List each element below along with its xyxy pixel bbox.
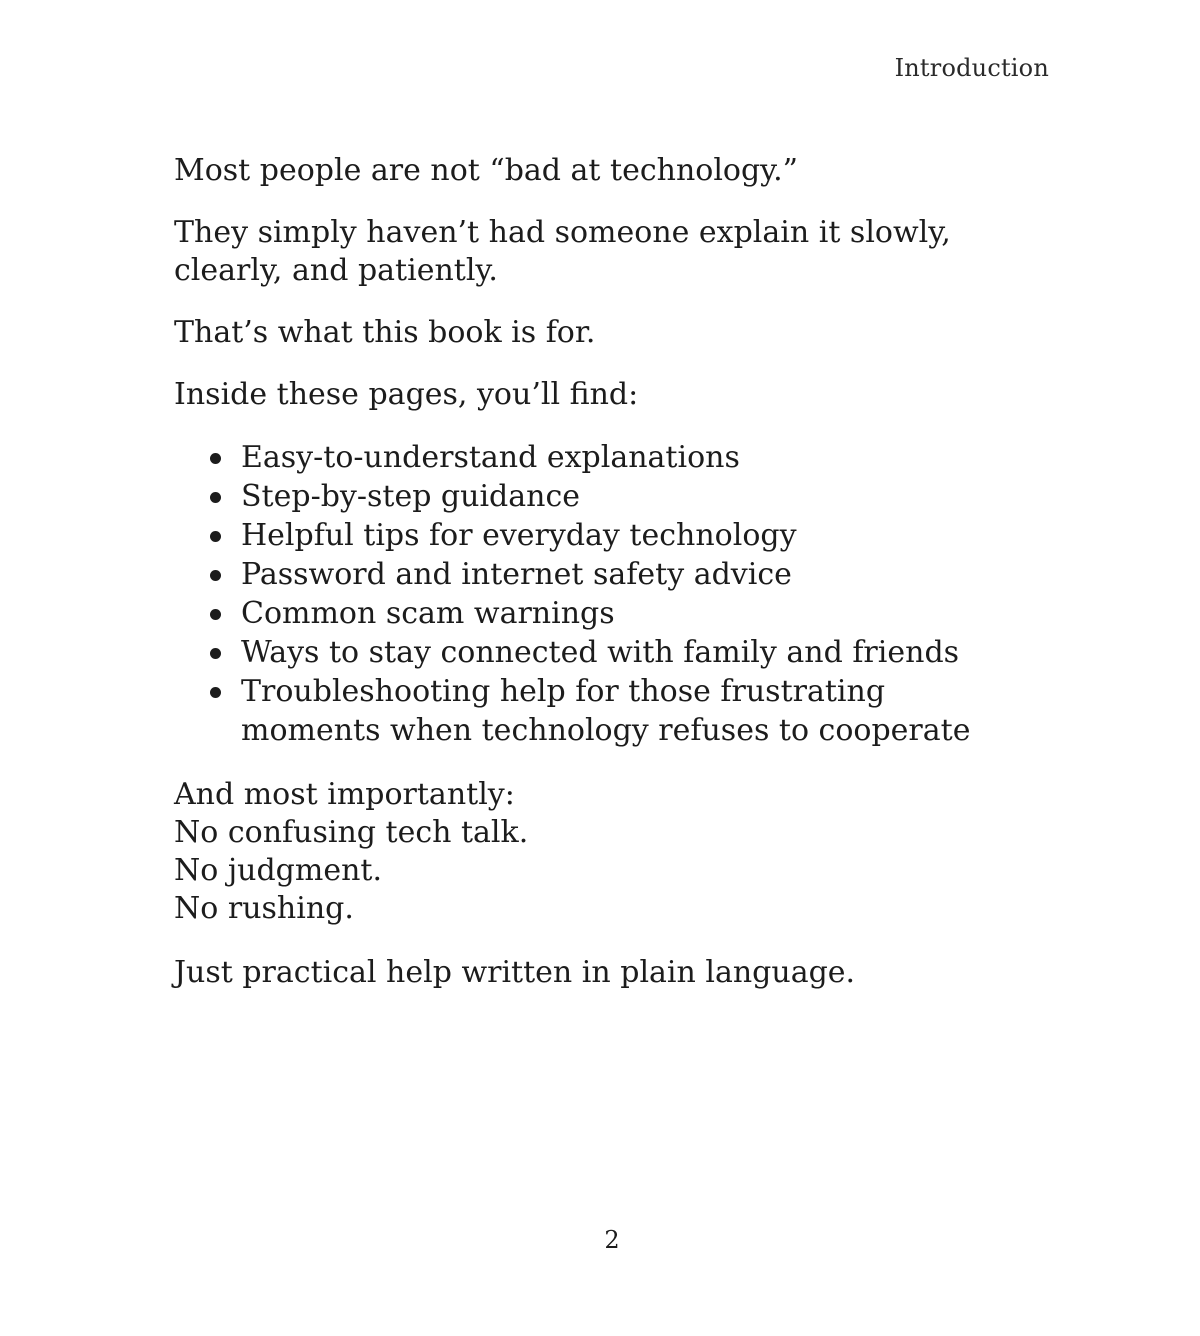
bullet-icon [210, 453, 221, 464]
closing-line: No rushing. [174, 891, 354, 926]
intro-paragraph-2: They simply haven’t had someone explain it slowly, clearly, and patiently. [174, 215, 951, 288]
running-header: Introduction [894, 54, 1049, 82]
list-item [174, 555, 1034, 594]
intro-paragraph-1: Most people are not “bad at technology.” [174, 153, 799, 188]
bullet-icon [210, 609, 221, 620]
closing-lines [174, 776, 1034, 928]
final-paragraph: Just practical help written in plain language. [174, 955, 856, 990]
list-item [174, 477, 1034, 516]
list-item-text: Step-by-step guidance [241, 479, 581, 514]
bullet-icon [210, 570, 221, 581]
closing-line: And most importantly: [174, 777, 515, 812]
list-item-text: Password and internet safety advice [241, 557, 792, 592]
bullet-icon [210, 492, 221, 503]
bullet-icon [210, 531, 221, 542]
list-item-text: Easy-to-understand explanations [241, 440, 740, 475]
list-item [174, 672, 1034, 750]
list-item [174, 438, 1034, 477]
page-number: 2 [604, 1226, 620, 1254]
list-item [174, 594, 1034, 633]
closing-line: No confusing tech talk. [174, 815, 529, 850]
list-item-text: Helpful tips for everyday technology [241, 518, 797, 553]
list-lead-in: Inside these pages, you’ll find: [174, 377, 639, 412]
bullet-icon [210, 687, 221, 698]
feature-list [174, 438, 1034, 750]
list-item-text: Common scam warnings [241, 596, 615, 631]
list-item [174, 516, 1034, 555]
intro-paragraph-3: That’s what this book is for. [174, 315, 596, 350]
list-item [174, 633, 1034, 672]
page-content [174, 152, 1034, 1016]
closing-line: No judgment. [174, 853, 382, 888]
list-item-text: Ways to stay connected with family and friends [241, 635, 960, 670]
bullet-icon [210, 648, 221, 659]
list-item-text: Troubleshooting help for those frustrating moments when technology refuses to cooperate [241, 674, 971, 748]
